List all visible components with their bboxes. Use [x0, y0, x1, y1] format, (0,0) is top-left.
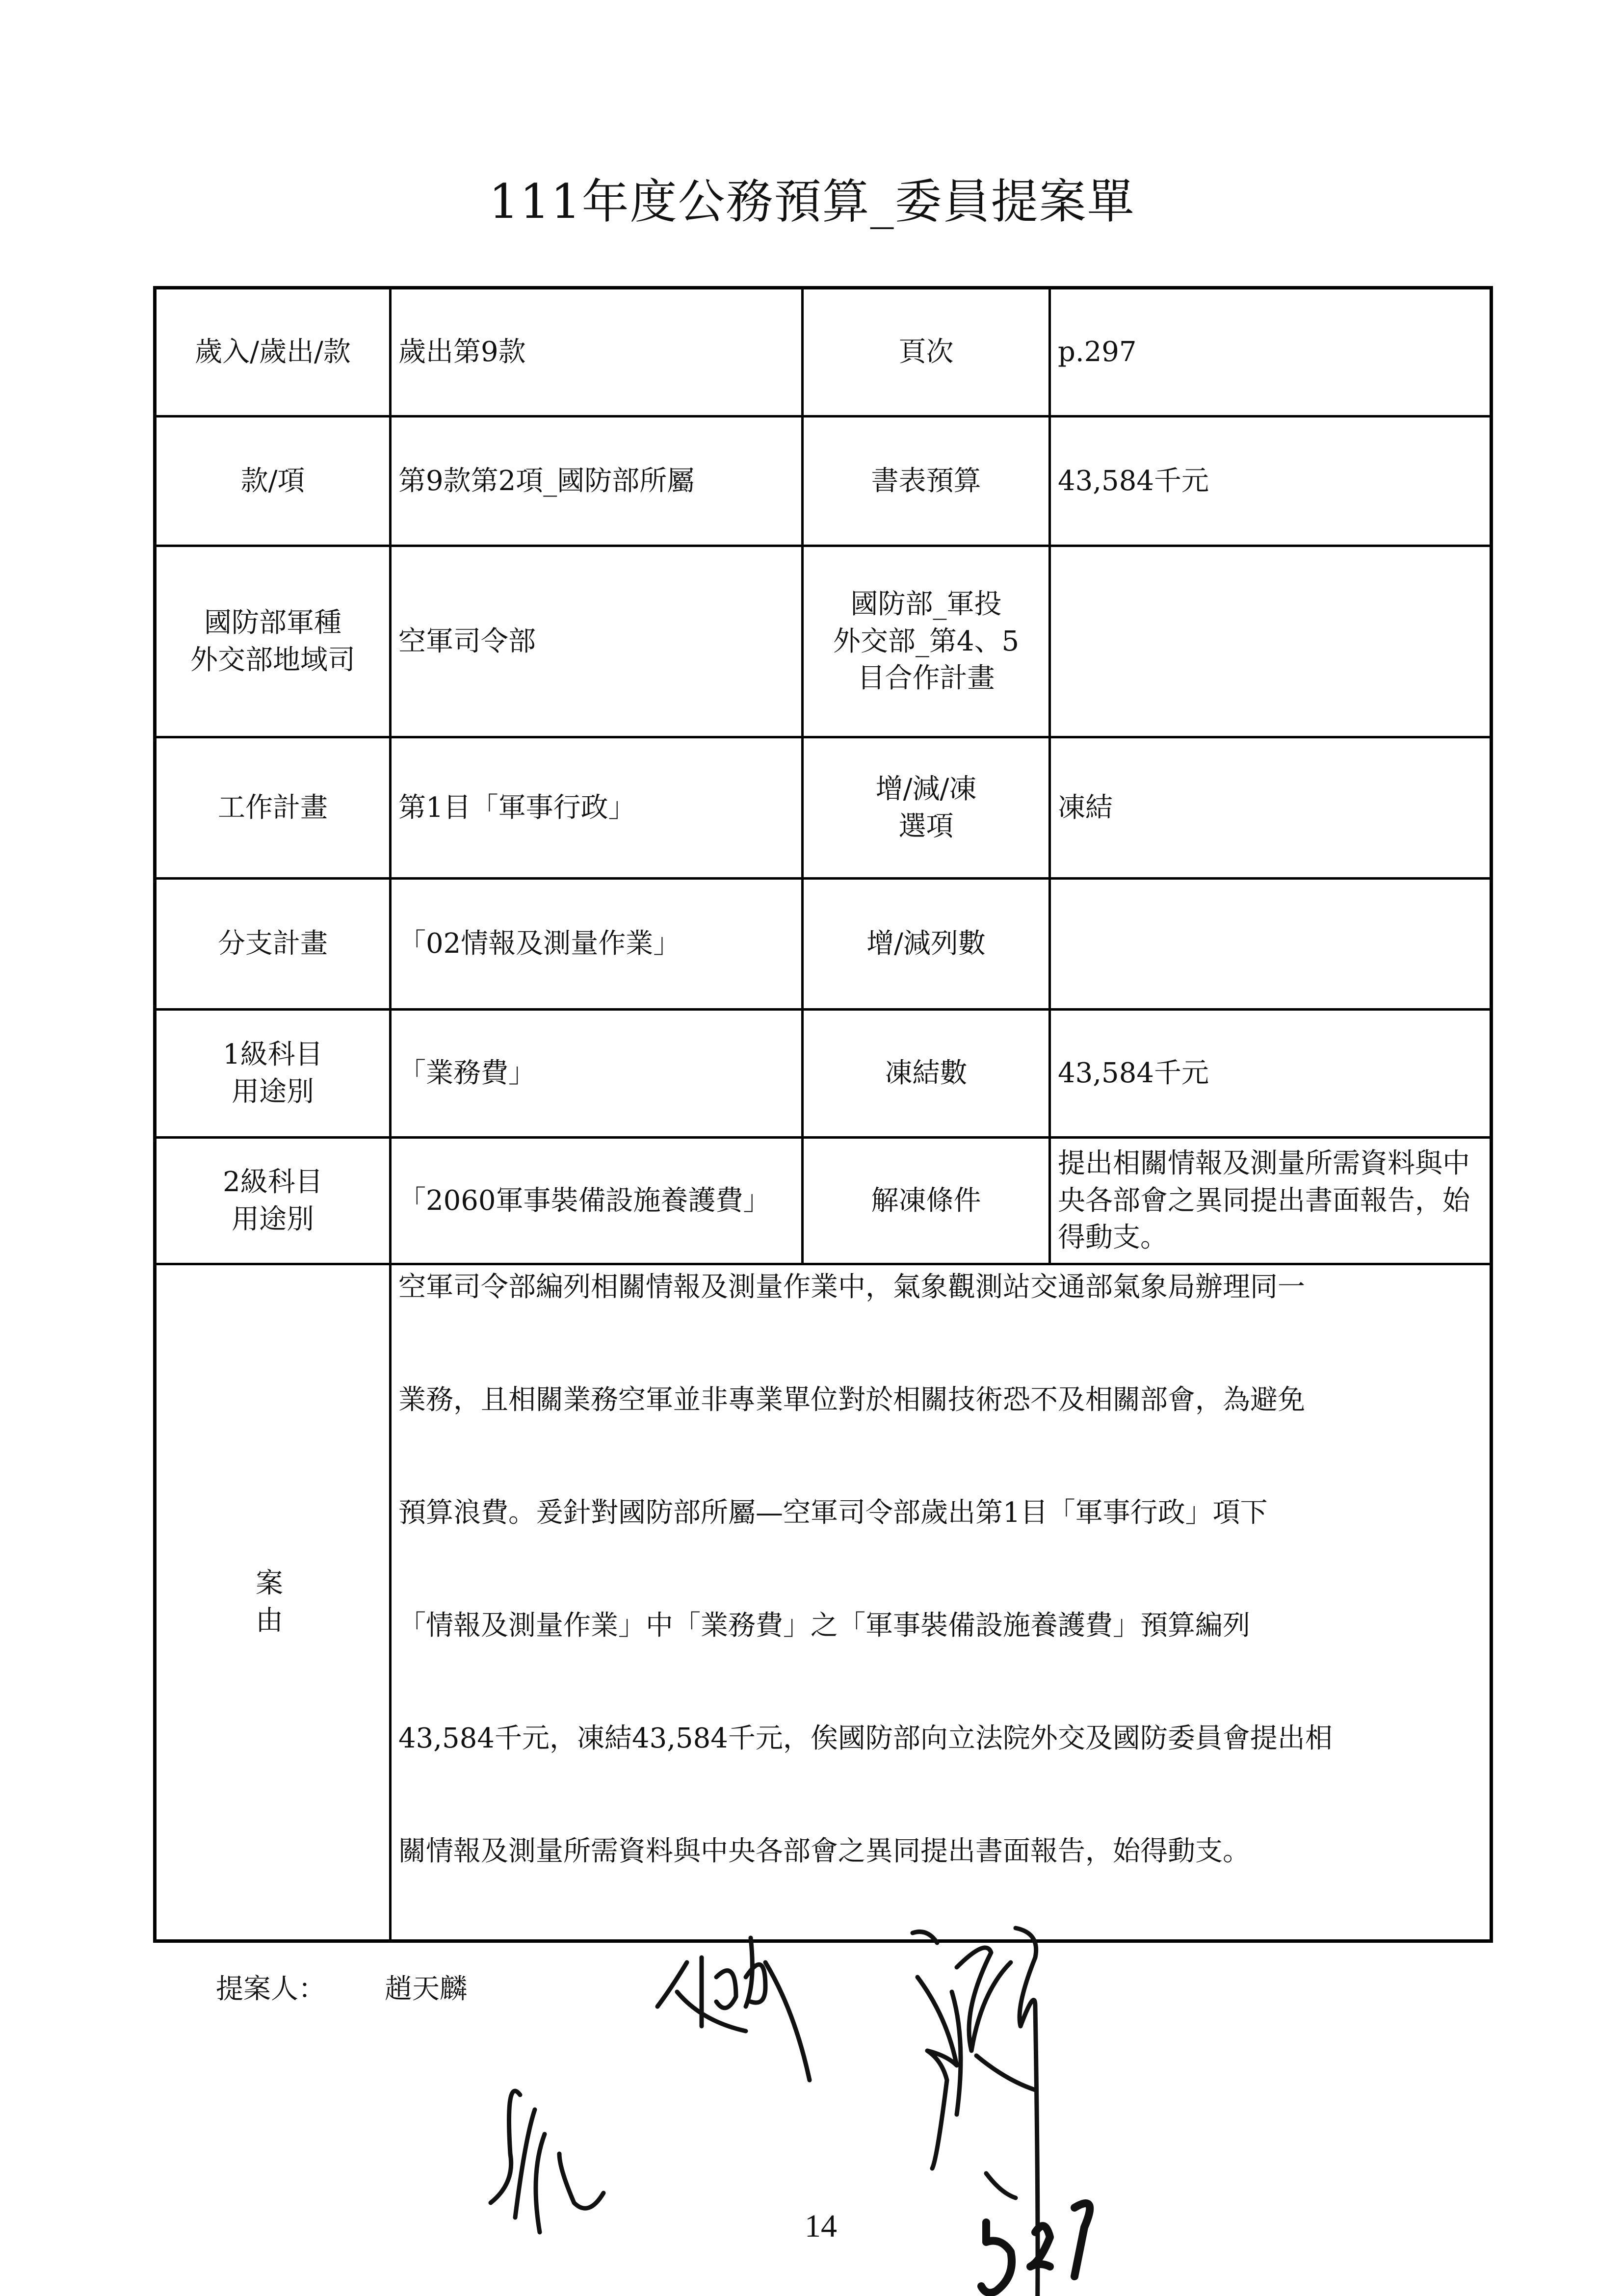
- handwritten-number-stroke: [981, 2203, 1090, 2293]
- field-value: 「業務費」: [391, 1010, 803, 1138]
- field-value: 「2060軍事裝備設施養護費」: [391, 1138, 803, 1264]
- signature-stroke: [913, 1928, 1038, 2296]
- field-value: 43,584千元: [1050, 417, 1492, 546]
- form-row-branch-plan: [155, 879, 1492, 1010]
- field-value: 提出相關情報及測量所需資料與中央各部會之異同提出書面報告，始得動支。: [1050, 1138, 1492, 1264]
- field-label: 增/減列數: [803, 879, 1050, 1010]
- proposer-name: 趙天麟: [385, 1973, 467, 2005]
- field-value: p.297: [1050, 288, 1492, 417]
- reason-line: 預算浪費。爰針對國防部所屬—空軍司令部歲出第1目「軍事行政」項下: [398, 1497, 1268, 1529]
- form-row-work-plan: [155, 737, 1492, 879]
- field-label: 國防部_軍投 外交部_第4、5 目合作計畫: [803, 546, 1050, 737]
- field-label: 書表預算: [803, 417, 1050, 546]
- field-label: 1級科目 用途別: [155, 1010, 391, 1138]
- field-value: [1050, 879, 1492, 1010]
- signature-stroke: [657, 1938, 810, 2080]
- form-row-reason: [155, 1264, 1492, 1941]
- field-value: 空軍司令部: [391, 546, 803, 737]
- field-label: 增/減/凍 選項: [803, 737, 1050, 879]
- field-value: 凍結: [1050, 737, 1492, 879]
- form-row-item: [155, 417, 1492, 546]
- proposer-label: 提案人：: [216, 1973, 326, 2005]
- signature-stroke: [491, 2091, 603, 2232]
- field-label: 頁次: [803, 288, 1050, 417]
- field-value: 歲出第9款: [391, 288, 803, 417]
- field-value: 第9款第2項_國防部所屬: [391, 417, 803, 546]
- document-title: 111年度公務預算_委員提案單: [489, 174, 1135, 229]
- field-value: 「02情報及測量作業」: [391, 879, 803, 1010]
- field-value: [1050, 546, 1492, 737]
- reason-line: 空軍司令部編列相關情報及測量作業中，氣象觀測站交通部氣象局辦理同一: [398, 1271, 1305, 1303]
- form-row-level2-subject: [155, 1138, 1492, 1264]
- field-label: 款/項: [155, 417, 391, 546]
- proposal-form-table: [153, 286, 1493, 1943]
- field-label: 歲入/歲出/款: [155, 288, 391, 417]
- field-value: 第1目「軍事行政」: [391, 737, 803, 879]
- form-row-level1-subject: [155, 1010, 1492, 1138]
- reason-line: 「情報及測量作業」中「業務費」之「軍事裝備設施養護費」預算編列: [398, 1610, 1250, 1642]
- field-label: 分支計畫: [155, 879, 391, 1010]
- reason-line: 關情報及測量所需資料與中央各部會之異同提出書面報告，始得動支。: [398, 1835, 1250, 1867]
- reason-line: 業務，且相關業務空軍並非專業單位對於相關技術恐不及相關部會，為避免: [398, 1384, 1305, 1416]
- field-label: 凍結數: [803, 1010, 1050, 1138]
- reason-body: [391, 1264, 1492, 1941]
- field-label: 2級科目 用途別: [155, 1138, 391, 1264]
- proposer-line: [216, 1967, 467, 2007]
- reason-line: 43,584千元，凍結43,584千元，俟國防部向立法院外交及國防委員會提出相: [398, 1722, 1333, 1754]
- field-label: 解凍條件: [803, 1138, 1050, 1264]
- form-row-revenue-expense: [155, 288, 1492, 417]
- page-number: 14: [805, 2208, 837, 2244]
- reason-label: 案由: [155, 1264, 391, 1941]
- field-label: 工作計畫: [155, 737, 391, 879]
- form-row-agency: [155, 546, 1492, 737]
- field-value: 43,584千元: [1050, 1010, 1492, 1138]
- field-label: 國防部軍種 外交部地域司: [155, 546, 391, 737]
